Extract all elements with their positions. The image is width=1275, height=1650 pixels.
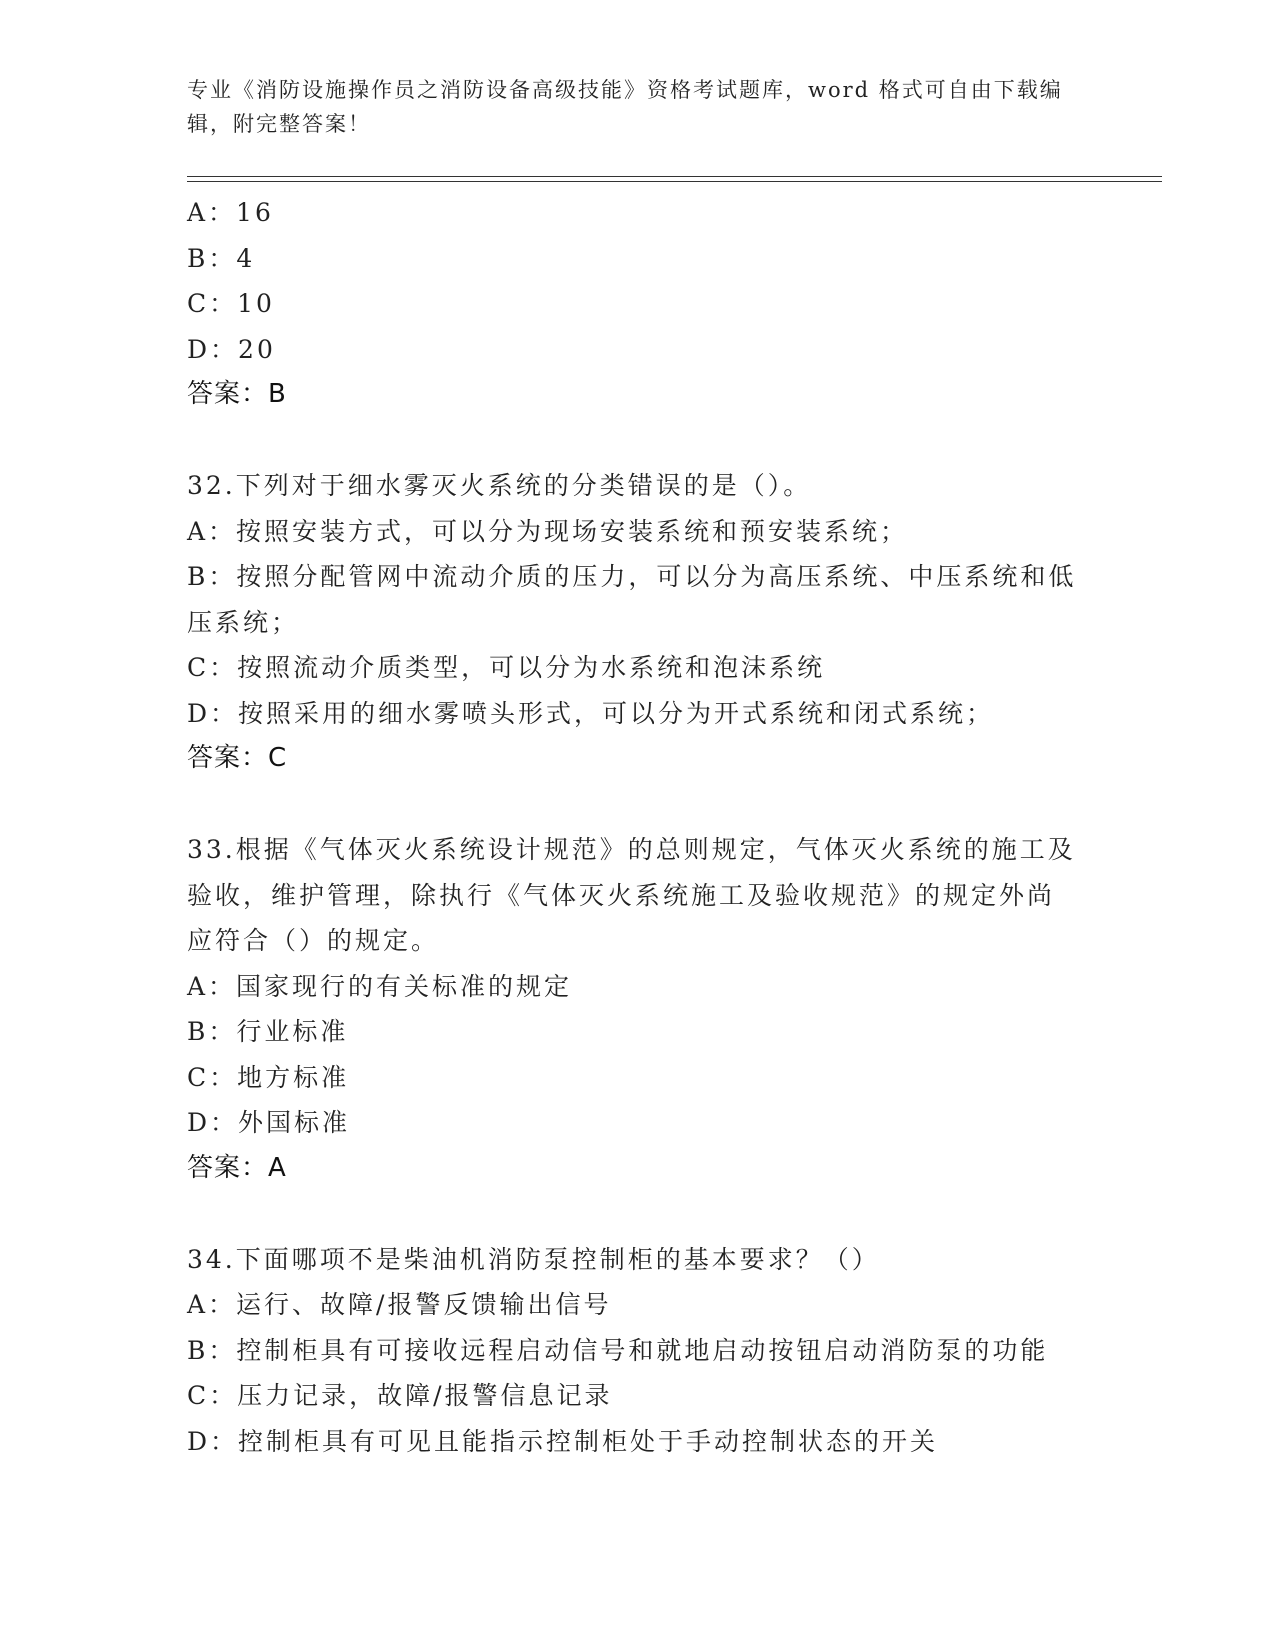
answer: 答案：C <box>187 743 288 773</box>
document-header: 专业《消防设施操作员之消防设备高级技能》资格考试题库，word 格式可自由下载编辑，附完整答案！ <box>187 78 1063 136</box>
answer: 答案：B <box>187 379 287 409</box>
option-d: D：外国标准 <box>187 1108 351 1137</box>
option-c: C：10 <box>187 289 275 318</box>
option-d: D：20 <box>187 334 276 364</box>
question-text: 32.下列对于细水雾灭火系统的分类错误的是（）。 <box>187 471 812 500</box>
question-text: 33.根据《气体灭火系统设计规范》的总则规定，气体灭火系统的施工及验收，维护管理，除执行《气体灭火系统施工及验收规范》的规定外尚应符合（）的规定。 <box>187 835 1076 955</box>
question-34 <box>187 1237 1087 1465</box>
option-b: B：控制柜具有可接收远程启动信号和就地启动按钮启动消防泵的功能 <box>187 1335 1049 1365</box>
option-a: A：运行、故障/报警反馈输出信号 <box>187 1290 612 1319</box>
option-b: B：4 <box>187 243 256 273</box>
spacer <box>187 1191 1087 1237</box>
option-a: A：国家现行的有关标准的规定 <box>187 971 573 1001</box>
question-33 <box>187 827 1087 1191</box>
spacer <box>187 782 1087 828</box>
option-c: C：地方标准 <box>187 1062 350 1092</box>
question-32 <box>187 463 1087 782</box>
option-a: A：16 <box>187 198 274 227</box>
question-list <box>187 190 1087 1464</box>
answer: 答案：A <box>187 1152 287 1183</box>
option-c: C：按照流动介质类型，可以分为水系统和泡沫系统 <box>187 653 826 682</box>
question-31 <box>187 190 1087 418</box>
option-b: B：行业标准 <box>187 1017 349 1046</box>
header-divider-top <box>187 176 1162 177</box>
question-text: 34.下面哪项不是柴油机消防泵控制柜的基本要求？（） <box>187 1244 880 1274</box>
spacer <box>187 418 1087 464</box>
option-a: A：按照安装方式，可以分为现场安装系统和预安装系统； <box>187 516 909 546</box>
header-divider-bottom <box>187 181 1162 182</box>
option-d: D：按照采用的细水雾喷头形式，可以分为开式系统和闭式系统； <box>187 698 995 728</box>
option-d: D：控制柜具有可见且能指示控制柜处于手动控制状态的开关 <box>187 1426 939 1456</box>
option-b: B：按照分配管网中流动介质的压力，可以分为高压系统、中压系统和低压系统； <box>187 562 1077 637</box>
option-c: C：压力记录，故障/报警信息记录 <box>187 1381 613 1410</box>
